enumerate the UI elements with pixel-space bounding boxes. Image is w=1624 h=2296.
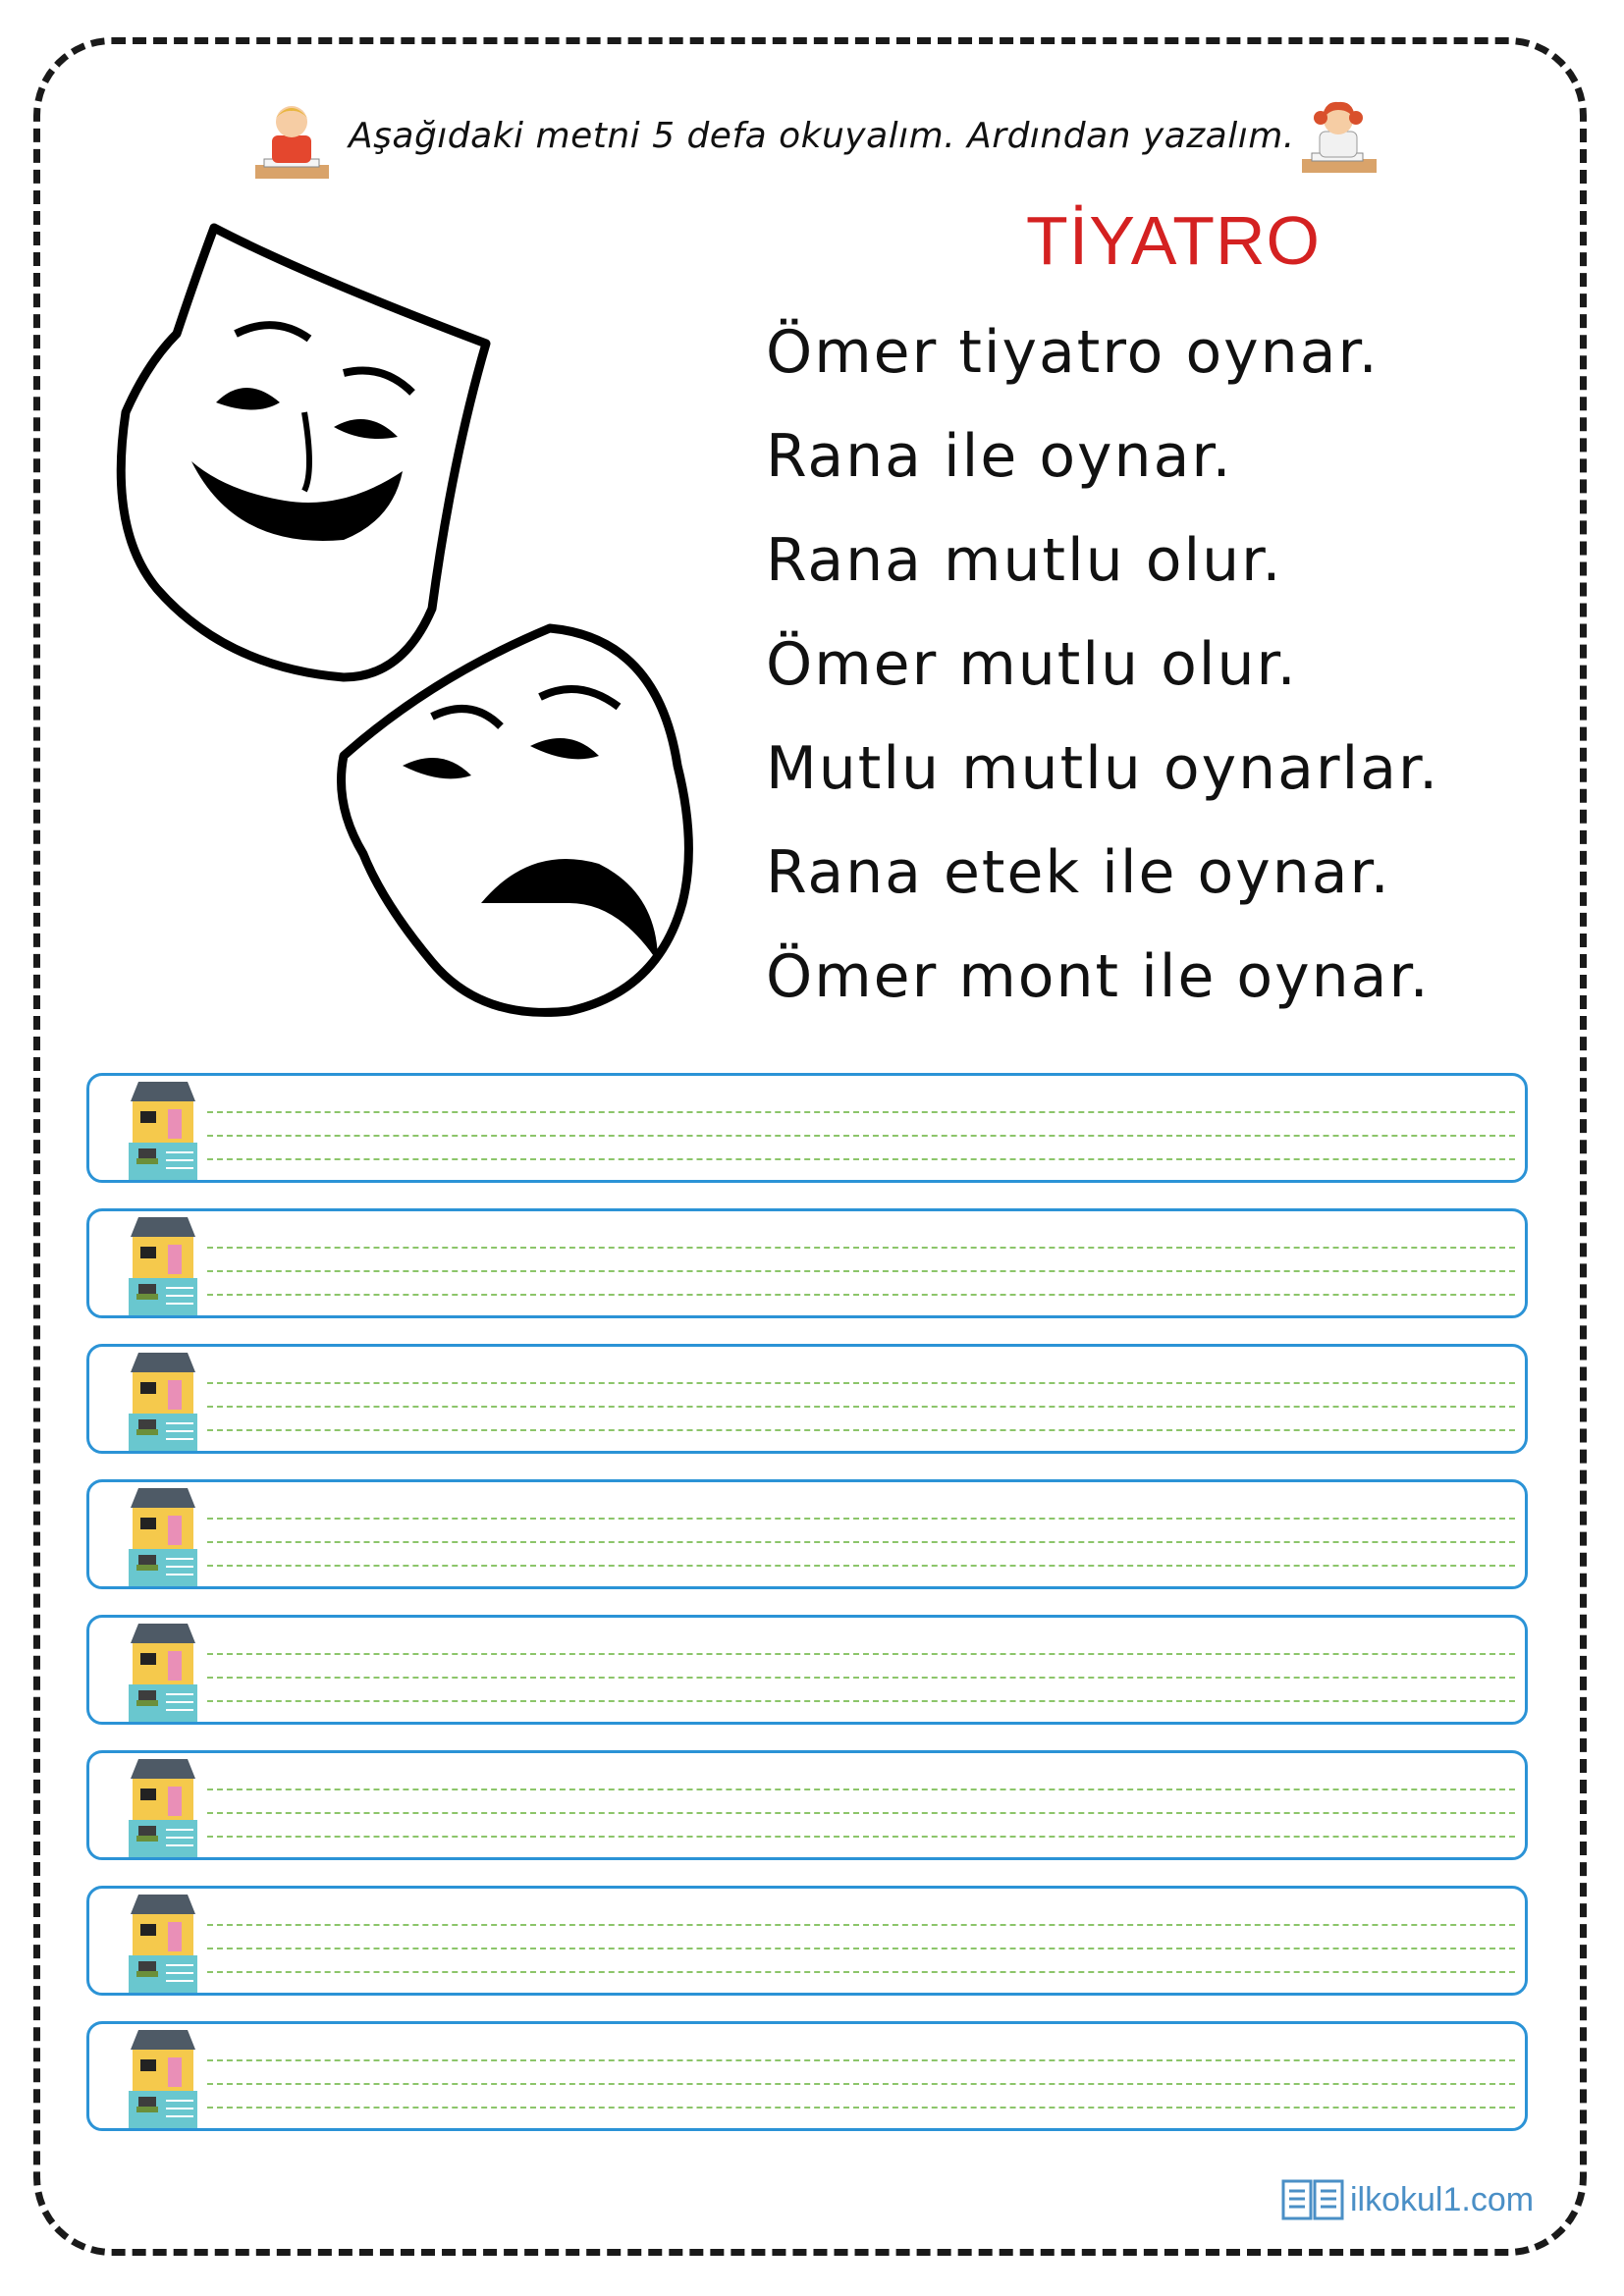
house-icon bbox=[123, 2028, 203, 2130]
guide-line bbox=[207, 1518, 1515, 1520]
guide-line bbox=[207, 2083, 1515, 2085]
guide-line bbox=[207, 2107, 1515, 2109]
story-line: Rana etek ile oynar. bbox=[766, 838, 1391, 907]
writing-girl-icon bbox=[1294, 94, 1382, 183]
guide-line bbox=[207, 1789, 1515, 1790]
guide-line bbox=[207, 1677, 1515, 1679]
writing-line bbox=[86, 1208, 1528, 1318]
house-icon bbox=[123, 1757, 203, 1859]
guide-line bbox=[207, 1971, 1515, 1973]
story-line: Ömer mont ile oynar. bbox=[766, 942, 1431, 1011]
guide-line bbox=[207, 1158, 1515, 1160]
guide-line bbox=[207, 2059, 1515, 2061]
story-title: TİYATRO bbox=[1026, 202, 1321, 279]
story-line: Rana ile oynar. bbox=[766, 422, 1233, 491]
story-line: Mutlu mutlu oynarlar. bbox=[766, 734, 1440, 803]
guide-line bbox=[207, 1836, 1515, 1838]
house-icon bbox=[123, 1893, 203, 1995]
guide-line bbox=[207, 1700, 1515, 1702]
guide-line bbox=[207, 1135, 1515, 1137]
site-logo bbox=[1281, 2177, 1534, 2222]
guide-line bbox=[207, 1565, 1515, 1567]
guide-line bbox=[207, 1429, 1515, 1431]
comedy-mask bbox=[121, 228, 486, 677]
reading-boy-icon bbox=[250, 96, 334, 185]
writing-line bbox=[86, 1750, 1528, 1860]
writing-line bbox=[86, 1479, 1528, 1589]
house-icon bbox=[123, 1080, 203, 1182]
instruction-text: Aşağıdaki metni 5 defa okuyalım. Ardından yazalım. bbox=[349, 116, 1295, 156]
story-text bbox=[766, 312, 1439, 1041]
writing-lines-area bbox=[86, 1073, 1528, 2157]
writing-line bbox=[86, 1615, 1528, 1725]
house-icon bbox=[123, 1486, 203, 1588]
story-line: Ömer tiyatro oynar. bbox=[766, 318, 1380, 387]
house-icon bbox=[123, 1351, 203, 1453]
writing-line bbox=[86, 1073, 1528, 1183]
story-line: Rana mutlu olur. bbox=[766, 526, 1283, 595]
writing-line bbox=[86, 1344, 1528, 1454]
guide-line bbox=[207, 1812, 1515, 1814]
guide-line bbox=[207, 1541, 1515, 1543]
tragedy-mask bbox=[342, 628, 689, 1012]
house-icon bbox=[123, 1215, 203, 1317]
guide-line bbox=[207, 1247, 1515, 1249]
writing-line bbox=[86, 1886, 1528, 1996]
guide-line bbox=[207, 1406, 1515, 1408]
guide-line bbox=[207, 1382, 1515, 1384]
story-line: Ömer mutlu olur. bbox=[766, 630, 1298, 699]
guide-line bbox=[207, 1270, 1515, 1272]
guide-line bbox=[207, 1653, 1515, 1655]
guide-line bbox=[207, 1111, 1515, 1113]
writing-line bbox=[86, 2021, 1528, 2131]
guide-line bbox=[207, 1948, 1515, 1949]
theatre-masks-illustration bbox=[108, 216, 717, 1031]
open-book-icon bbox=[1281, 2177, 1344, 2222]
logo-text: ilkokul1.com bbox=[1350, 2180, 1535, 2218]
guide-line bbox=[207, 1924, 1515, 1926]
house-icon bbox=[123, 1622, 203, 1724]
guide-line bbox=[207, 1294, 1515, 1296]
